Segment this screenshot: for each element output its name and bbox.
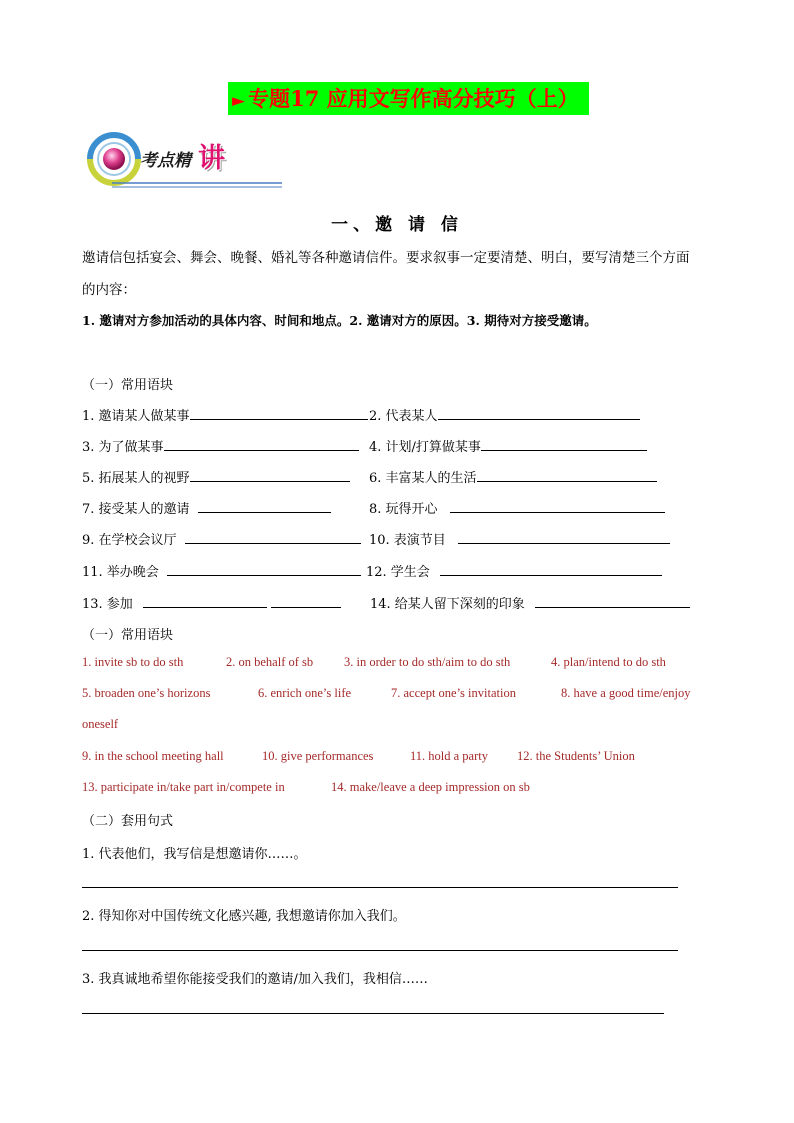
triangle-marker-icon: ►: [232, 91, 246, 111]
section-heading: 一、邀 请 信: [331, 215, 463, 235]
answer-item: 9. in the school meeting hall: [82, 749, 224, 763]
sentence-item: 3. 我真诚地希望你能接受我们的邀请/加入我们，我相信……: [82, 972, 428, 987]
phrase-item: 7. 接受某人的邀请: [82, 498, 331, 517]
answer-blank[interactable]: [440, 561, 662, 576]
answer-blank[interactable]: [535, 593, 690, 608]
sentence-item: 1. 代表他们，我写信是想邀请你……。: [82, 847, 307, 862]
phrase-item: 1. 邀请某人做某事: [82, 405, 368, 424]
phrases-heading: （一）常用语块: [82, 378, 174, 393]
answer-item: 2. on behalf of sb: [226, 655, 314, 669]
phrase-item: 5. 拓展某人的视野: [82, 467, 350, 486]
intro-line-2: 的内容：: [82, 282, 136, 298]
sentences-heading: （二）套用句式: [82, 814, 174, 829]
answer-blank[interactable]: [438, 405, 640, 420]
answer-blank[interactable]: [190, 467, 350, 482]
answer-item: 7. accept one’s invitation: [391, 686, 516, 700]
writing-line[interactable]: [82, 1013, 664, 1014]
phrase-item: 8. 玩得开心: [369, 498, 665, 517]
writing-line[interactable]: [82, 887, 678, 888]
phrase-item: 2. 代表某人: [369, 405, 640, 424]
answer-item: 13. participate in/take part in/compete in: [82, 780, 285, 794]
answer-blank[interactable]: [477, 467, 657, 482]
phrase-item: 6. 丰富某人的生活: [369, 467, 657, 486]
phrase-item: 9. 在学校会议厅: [82, 529, 361, 548]
answer-item: 14. make/leave a deep impression on sb: [331, 780, 530, 794]
phrase-item: 3. 为了做某事: [82, 436, 359, 455]
answer-item: 8. have a good time/enjoy: [561, 686, 691, 700]
topic-title: ► 专题17 应用文写作高分技巧（上）: [228, 82, 589, 115]
answer-item: 4. plan/intend to do sth: [551, 655, 666, 669]
answer-item: 12. the Students’ Union: [517, 749, 635, 763]
answers-heading: （一）常用语块: [82, 628, 174, 643]
phrase-item: 13. 参加: [82, 593, 341, 612]
answer-blank[interactable]: [167, 561, 361, 576]
answer-blank[interactable]: [271, 593, 341, 608]
phrase-item: 4. 计划/打算做某事: [369, 436, 647, 455]
intro-line-1: 邀请信包括宴会、舞会、晚餐、婚礼等各种邀请信件。要求叙事一定要清楚、明白，要写清楚三个方面: [82, 250, 690, 266]
answer-item: 11. hold a party: [410, 749, 488, 763]
answer-item: 3. in order to do sth/aim to do sth: [344, 655, 511, 669]
writing-line[interactable]: [82, 950, 678, 951]
logo-text-emphasis: 讲: [198, 143, 225, 174]
answer-blank[interactable]: [190, 405, 368, 420]
phrase-item: 10. 表演节目: [369, 529, 670, 548]
sentence-item: 2. 得知你对中国传统文化感兴趣, 我想邀请你加入我们。: [82, 909, 406, 924]
answer-item: 6. enrich one’s life: [258, 686, 352, 700]
answer-blank[interactable]: [164, 436, 359, 451]
answer-blank[interactable]: [450, 498, 665, 513]
logo-text: 考点精: [140, 151, 191, 171]
answer-item: 5. broaden one’s horizons: [82, 686, 211, 700]
answer-item: 10. give performances: [262, 749, 374, 763]
phrase-item: 11. 举办晚会: [82, 561, 361, 580]
phrase-item: 14. 给某人留下深刻的印象: [370, 593, 690, 612]
answer-blank[interactable]: [458, 529, 670, 544]
answer-blank[interactable]: [185, 529, 361, 544]
phrase-item: 12. 学生会: [366, 561, 662, 580]
key-points: 1. 邀请对方参加活动的具体内容、时间和地点。2. 邀请对方的原因。3. 期待对方接受邀请。: [82, 313, 597, 328]
answer-item-continued: oneself: [82, 717, 119, 731]
answer-item: 1. invite sb to do sth: [82, 655, 184, 669]
answer-blank[interactable]: [143, 593, 267, 608]
section-logo: [82, 128, 292, 190]
answer-blank[interactable]: [198, 498, 331, 513]
answer-blank[interactable]: [481, 436, 647, 451]
